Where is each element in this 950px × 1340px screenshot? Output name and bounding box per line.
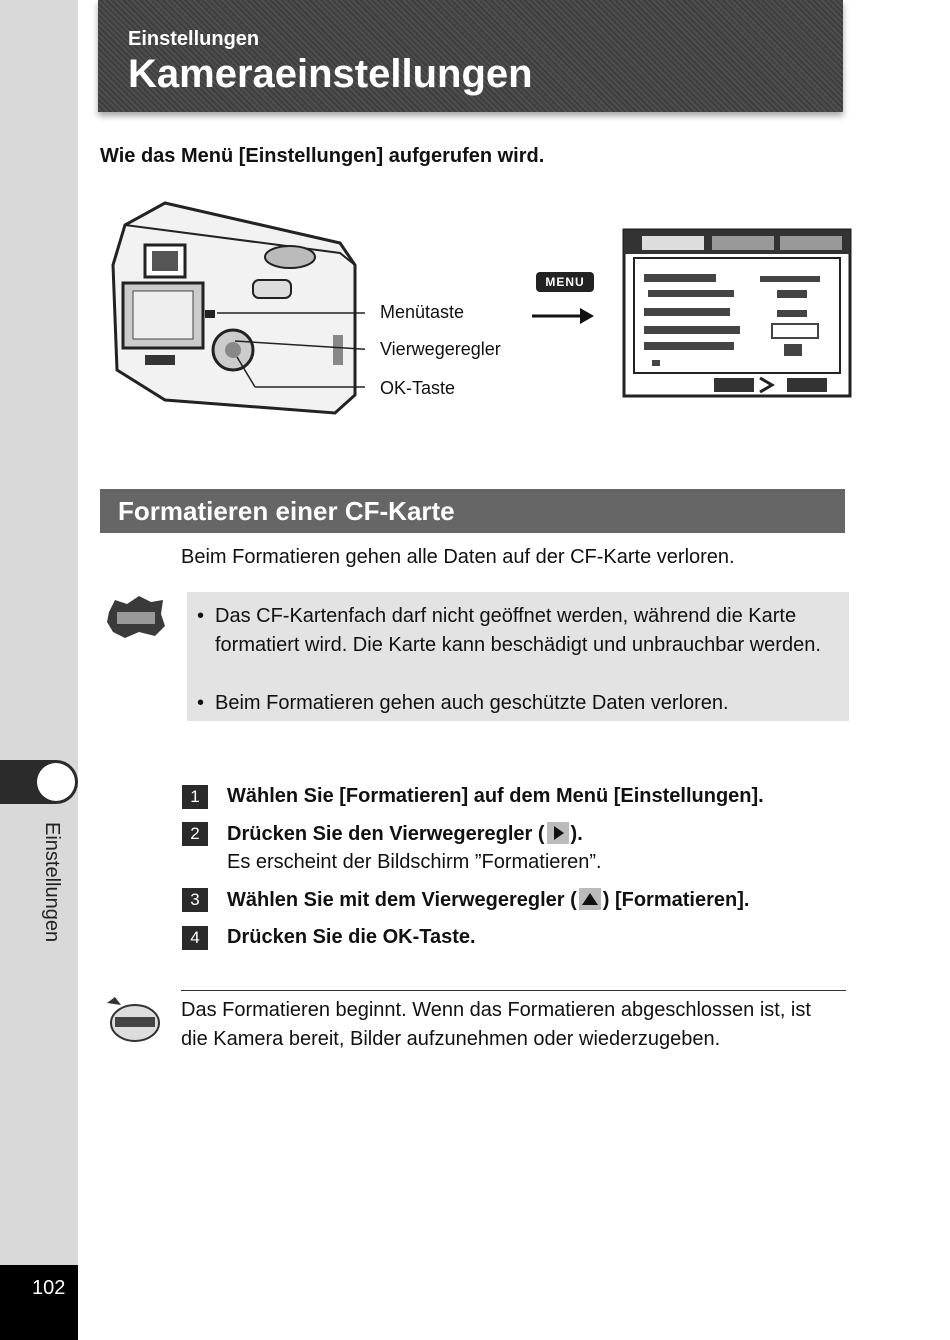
step-text <box>227 822 583 846</box>
side-strip <box>0 0 78 1340</box>
caution-box <box>187 592 849 721</box>
section-heading-bar <box>100 489 845 533</box>
step-text-after: ). <box>570 823 583 845</box>
callout-four-way-controller: Vierwegeregler <box>380 339 501 359</box>
step-text: Wählen Sie [Formatieren] auf dem Menü [Einstellungen]. <box>227 785 764 807</box>
section-title: Formatieren einer CF-Karte <box>118 496 455 526</box>
chapter-tab <box>0 760 78 804</box>
caution-item <box>197 689 825 718</box>
step-text: Drücken Sie die OK-Taste. <box>227 926 476 948</box>
chapter-label: Einstellungen <box>41 822 63 943</box>
page-title: Kameraeinstellungen <box>128 52 533 96</box>
section-lead: Beim Formatieren gehen alle Daten auf der CF-Karte verloren. <box>181 546 735 568</box>
up-arrow-icon <box>579 888 601 910</box>
page-number-box <box>0 1265 78 1340</box>
step-text-after: ) [Formatieren]. <box>602 889 750 911</box>
page-header <box>98 0 843 112</box>
step-text-before: Wählen Sie mit dem Vierwegeregler ( <box>227 889 577 911</box>
step-number: 3 <box>182 888 208 912</box>
step-number: 2 <box>182 822 208 846</box>
bullet: • <box>197 605 205 627</box>
memo-divider <box>181 990 846 991</box>
chapter-tab-circle <box>37 763 75 801</box>
callout-ok-button: OK-Taste <box>380 378 456 398</box>
page-number: 102 <box>32 1277 66 1299</box>
step-number: 4 <box>182 926 208 950</box>
intro-heading: Wie das Menü [Einstellungen] aufgerufen wird. <box>100 145 545 167</box>
step-text <box>227 888 749 912</box>
menu-screen-illustration <box>622 228 852 398</box>
memo-text: Das Formatieren beginnt. Wenn das Formatieren abgeschlossen ist, ist die Kamera bereit, Bilder aufzunehmen oder wiederzugeben. <box>181 999 811 1050</box>
caution-item <box>197 602 825 660</box>
bullet: • <box>197 692 205 714</box>
caution-item-text: Beim Formatieren gehen auch geschützte Daten verloren. <box>215 692 729 714</box>
right-arrow-icon <box>530 305 596 327</box>
step-number: 1 <box>182 785 208 809</box>
step-subtext: Es erscheint der Bildschirm ”Formatieren”. <box>227 851 602 873</box>
header-kicker: Einstellungen <box>128 28 260 50</box>
right-arrow-icon <box>547 822 569 844</box>
caution-icon <box>105 592 167 642</box>
caution-item-text: Das CF-Kartenfach darf nicht geöffnet werden, während die Karte formatiert wird. Die Karte kann beschädigt und unbrauchbar werden. <box>215 605 821 656</box>
step-text-before: Drücken Sie den Vierwegeregler ( <box>227 823 545 845</box>
callout-menu-button: Menütaste <box>380 302 465 322</box>
menu-button-icon: MENU <box>536 272 594 292</box>
camera-illustration <box>105 195 365 420</box>
memo-icon <box>105 995 161 1045</box>
